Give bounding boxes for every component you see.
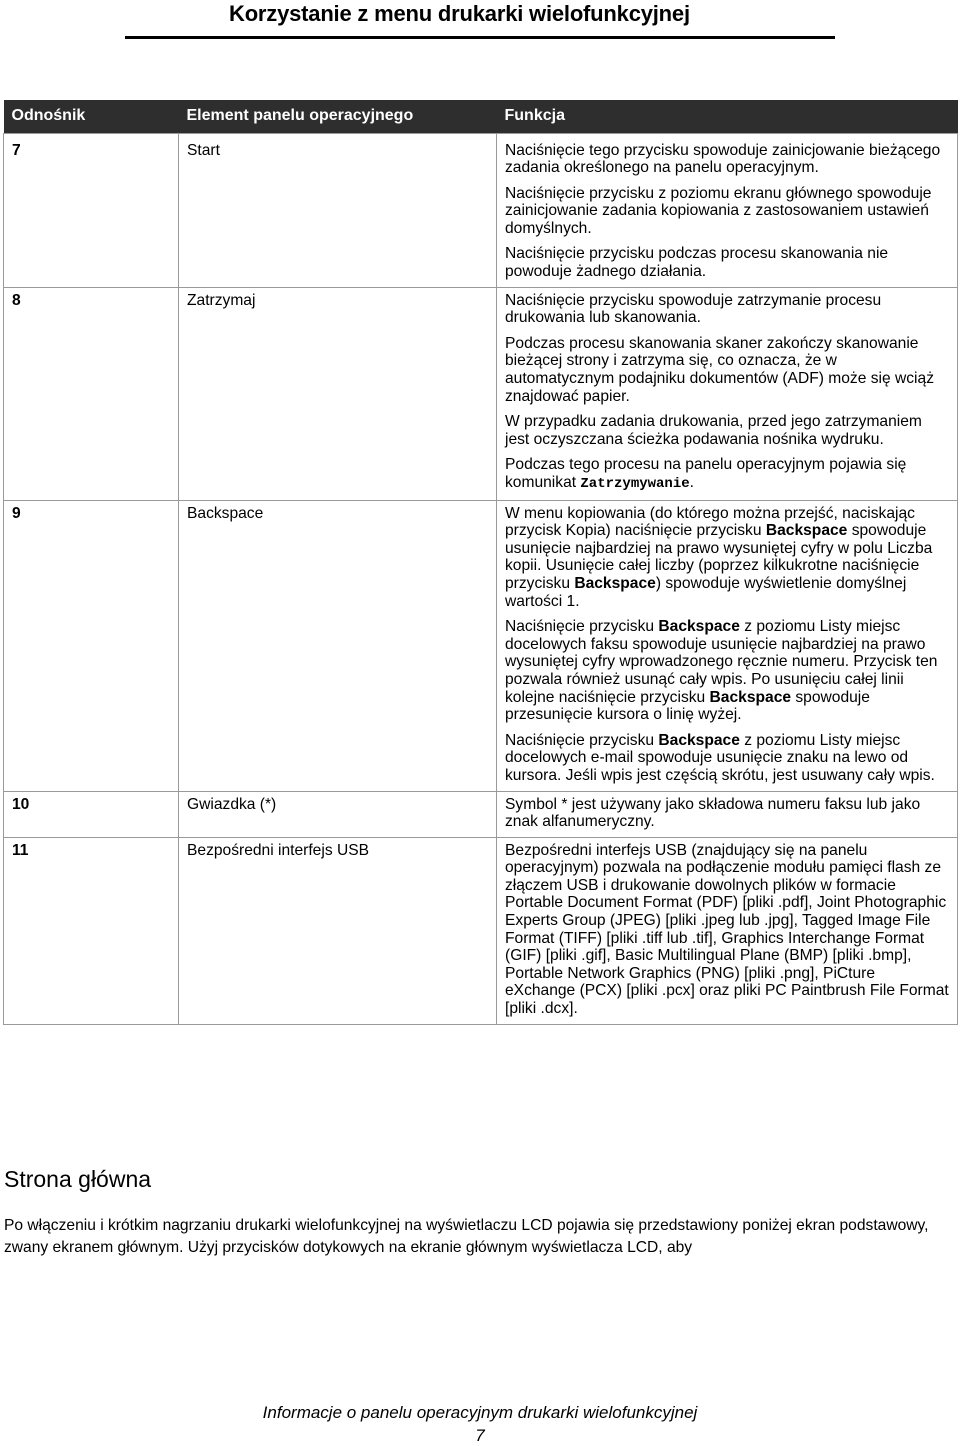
page-number: 7 — [475, 1426, 485, 1445]
function-paragraph: Naciśnięcie przycisku z poziomu ekranu głównego spowoduje zainicjowanie zadania kopiowania z zastosowaniem ustawień domyślnych. — [505, 184, 932, 237]
key-name: Backspace — [709, 688, 792, 706]
row-element: Backspace — [179, 500, 497, 791]
row-ref: 9 — [4, 500, 179, 791]
row-function — [497, 837, 958, 1024]
key-name: Backspace — [574, 574, 656, 592]
function-paragraph: Naciśnięcie tego przycisku spowoduje zainicjowanie bieżącego zadania określonego na panelu operacyjnym. — [505, 141, 941, 177]
row-function — [497, 287, 958, 500]
table-row — [4, 133, 958, 287]
row-element: Zatrzymaj — [179, 287, 497, 500]
row-function — [497, 500, 958, 791]
status-message-code: Zatrzymywanie — [580, 476, 690, 492]
section-heading: Strona główna — [4, 1166, 152, 1192]
row-element: Start — [179, 133, 497, 287]
function-paragraph: W przypadku zadania drukowania, przed jego zatrzymaniem jest oczyszczana ścieżka podawania nośnika wydruku. — [505, 413, 922, 448]
function-paragraph: Podczas procesu skanowania skaner zakończy skanowanie bieżącej strony i zatrzyma się, co oznacza, że w automatycznym podajniku dokumentów (ADF) może się wciąż znajdować papier. — [505, 334, 934, 405]
table-row — [4, 837, 958, 1024]
text-run: spowoduje usunięcie najbardziej na prawo wysuniętej cyfry w polu Liczba kopii. Usunięcie całej liczby (poprzez kilkukrotne naciśnięcie przycisku — [505, 522, 933, 592]
key-name: Backspace — [658, 731, 740, 749]
function-paragraph — [505, 618, 949, 724]
text-run: Podczas tego procesu na panelu operacyjnym pojawia się komunikat — [505, 456, 907, 491]
section-paragraph: Po włączeniu i krótkim nagrzaniu drukarki wielofunkcyjnej na wyświetlaczu LCD pojawia się przedstawiony poniżej ekran podstawowy, zwany ekranem głównym. Użyj przycisków dotykowych na ekranie głównym wyświetlacza LCD, aby — [4, 1217, 929, 1256]
row-function — [497, 791, 958, 837]
page-title: Korzystanie z menu drukarki wielofunkcyjnej — [229, 1, 690, 26]
column-header-ref: Odnośnik — [4, 100, 179, 133]
page-header — [0, 0, 960, 40]
column-header-function: Funkcja — [497, 100, 958, 133]
text-run: . — [689, 474, 694, 491]
row-element: Bezpośredni interfejs USB — [179, 837, 497, 1024]
column-header-element: Element panelu operacyjnego — [179, 100, 497, 133]
table-row — [4, 791, 958, 837]
control-panel-table — [3, 100, 958, 1025]
row-ref: 8 — [4, 287, 179, 500]
function-paragraph — [505, 732, 949, 785]
function-paragraph: Bezpośredni interfejs USB (znajdujący się na panelu operacyjnym) pozwala na podłączenie modułu pamięci flash ze złączem USB i drukowanie dowolnych plików w formacie Portable Document Format (PDF) [pliki .pdf], Joint Photographic Experts Group (JPEG) [pliki .jpeg lub .jpg], Tagged Image File Format (TIFF) [pliki .tiff lub .tif], Graphics Interchange Format (GIF) [pliki .gif], Basic Multilingual Plane (BMP) [pliki .bmp], Portable Network Graphics (PNG) [pliki .png], PiCture eXchange (PCX) [pliki .pcx] oraz pliki PC Paintbrush File Format [pliki .dcx]. — [505, 841, 949, 1018]
header-rule — [125, 36, 835, 39]
row-function — [497, 133, 958, 287]
text-run: z poziomu Listy miejsc docelowych e-mail spowoduje usunięcie znaku na lewo od kursora. Jeśli wpis jest częścią skrótu, jest usuwany cały wpis. — [505, 731, 935, 784]
text-run: Naciśnięcie przycisku — [505, 618, 659, 636]
row-ref: 11 — [4, 837, 179, 1024]
function-paragraph — [505, 456, 949, 493]
table-header-row — [4, 100, 958, 133]
row-element: Gwiazdka (*) — [179, 791, 497, 837]
footer-title: Informacje o panelu operacyjnym drukarki wielofunkcyjnej — [262, 1403, 698, 1422]
text-run: Naciśnięcie przycisku — [505, 731, 659, 749]
function-paragraph — [505, 505, 949, 611]
text-run: W menu kopiowania (do którego można przejść, naciskając przycisk Kopia) naciśnięcie przycisku — [505, 504, 915, 540]
key-name: Backspace — [765, 522, 848, 540]
text-run: z poziomu Listy miejsc docelowych faksu spowoduje usunięcie najbardziej na prawo wysuniętej cyfry wprowadzonego ręcznie numeru. Przycisk ten pozwala również usunąć cały wpis. Po usunięciu całej linii kolejne naciśnięcie przycisku — [505, 618, 938, 706]
table-row — [4, 287, 958, 500]
function-paragraph: Naciśnięcie przycisku spowoduje zatrzymanie procesu drukowania lub skanowania. — [505, 291, 882, 327]
table-row — [4, 500, 958, 791]
text-run: ) spowoduje wyświetlenie domyślnej wartości 1. — [505, 574, 907, 610]
text-run: spowoduje przesunięcie kursora o linię wyżej. — [505, 688, 870, 724]
function-paragraph: Symbol * jest używany jako składowa numeru faksu lub jako znak alfanumeryczny. — [505, 795, 921, 831]
row-ref: 10 — [4, 791, 179, 837]
row-ref: 7 — [4, 133, 179, 287]
function-paragraph: Naciśnięcie przycisku podczas procesu skanowania nie powoduje żadnego działania. — [505, 245, 889, 281]
key-name: Backspace — [658, 618, 740, 636]
